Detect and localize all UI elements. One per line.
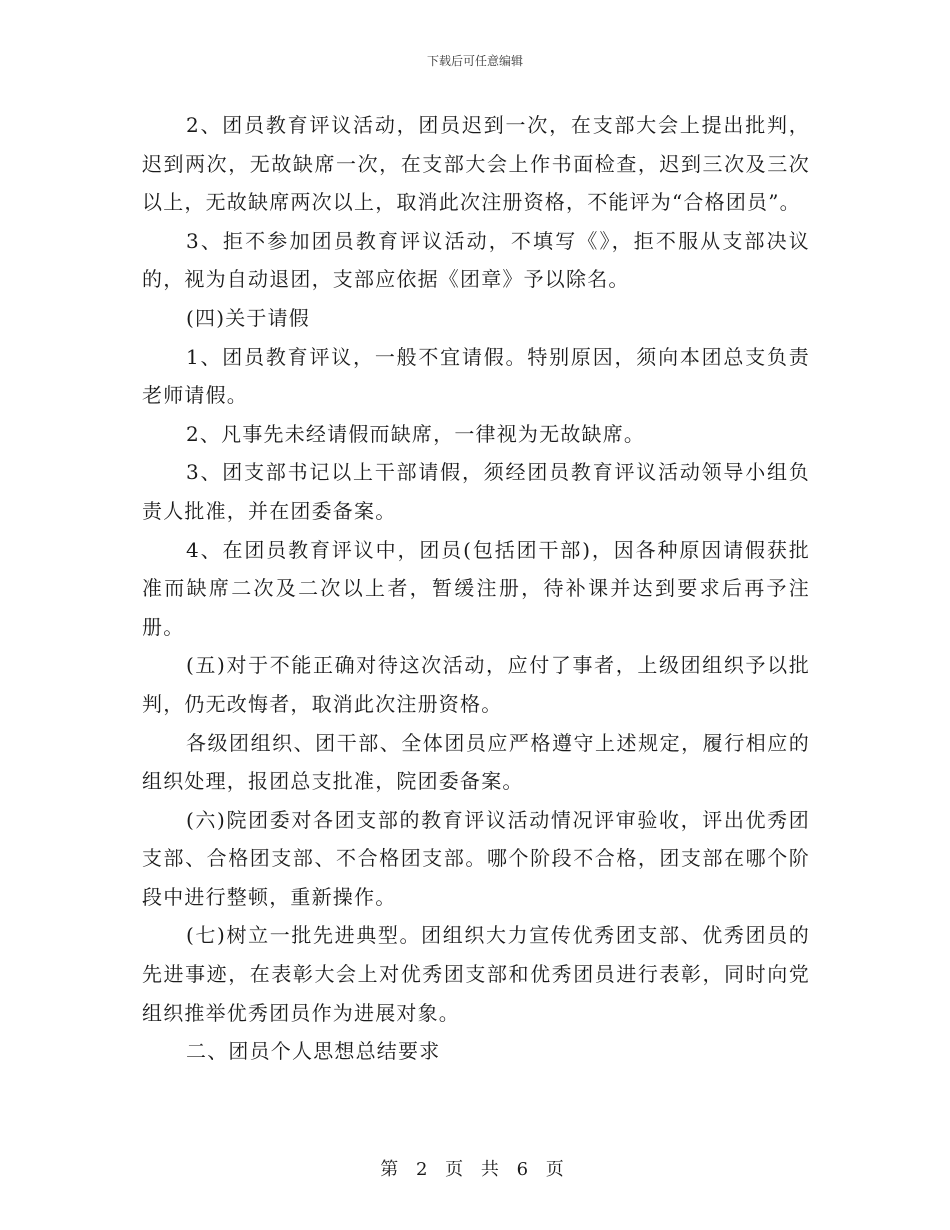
paragraph: (五)对于不能正确对待这次活动，应付了事者，上级团组织予以批判，仍无改悔者，取消此次注册资格。 bbox=[142, 653, 810, 716]
section-heading: (四)关于请假 bbox=[186, 305, 311, 330]
paragraph: 4、在团员教育评议中，团员(包括团干部)，因各种原因请假获批准而缺席二次及二次以上者，暂缓注册，待补课并达到要求后再予注册。 bbox=[142, 537, 810, 639]
paragraph: 3、拒不参加团员教育评议活动，不填写《》，拒不服从支部决议的，视为自动退团，支部应依据《团章》予以除名。 bbox=[142, 228, 810, 292]
document-body bbox=[142, 106, 810, 1071]
section-heading: 二、团员个人思想总结要求 bbox=[186, 1039, 441, 1064]
paragraph: 各级团组织、团干部、全体团员应严格遵守上述规定，履行相应的组织处理，报团总支批准，院团委备案。 bbox=[142, 730, 810, 794]
paragraph: 2、团员教育评议活动，团员迟到一次，在支部大会上提出批判，迟到两次，无故缺席一次，在支部大会上作书面检查，迟到三次及三次以上，无故缺席两次以上，取消此次注册资格，不能评为“合格团员”。 bbox=[142, 113, 810, 215]
paragraph: 1、团员教育评议，一般不宜请假。特别原因，须向本团总支负责老师请假。 bbox=[142, 344, 810, 408]
paragraph: 2、凡事先未经请假而缺席，一律视为无故缺席。 bbox=[186, 421, 646, 446]
page-number: 第 2 页 共 6 页 bbox=[380, 1159, 570, 1180]
header-note: 下载后可任意编辑 bbox=[426, 54, 523, 68]
paragraph: (六)院团委对各团支部的教育评议活动情况评审验收，评出优秀团支部、合格团支部、不合格团支部。哪个阶段不合格，团支部在哪个阶段中进行整顿，重新操作。 bbox=[142, 807, 810, 909]
paragraph: 3、团支部书记以上干部请假，须经团员教育评议活动领导小组负责人批准，并在团委备案。 bbox=[142, 460, 810, 523]
paragraph: (七)树立一批先进典型。团组织大力宣传优秀团支部、优秀团员的先进事迹，在表彰大会上对优秀团支部和优秀团员进行表彰，同时向党组织推举优秀团员作为进展对象。 bbox=[142, 923, 810, 1025]
